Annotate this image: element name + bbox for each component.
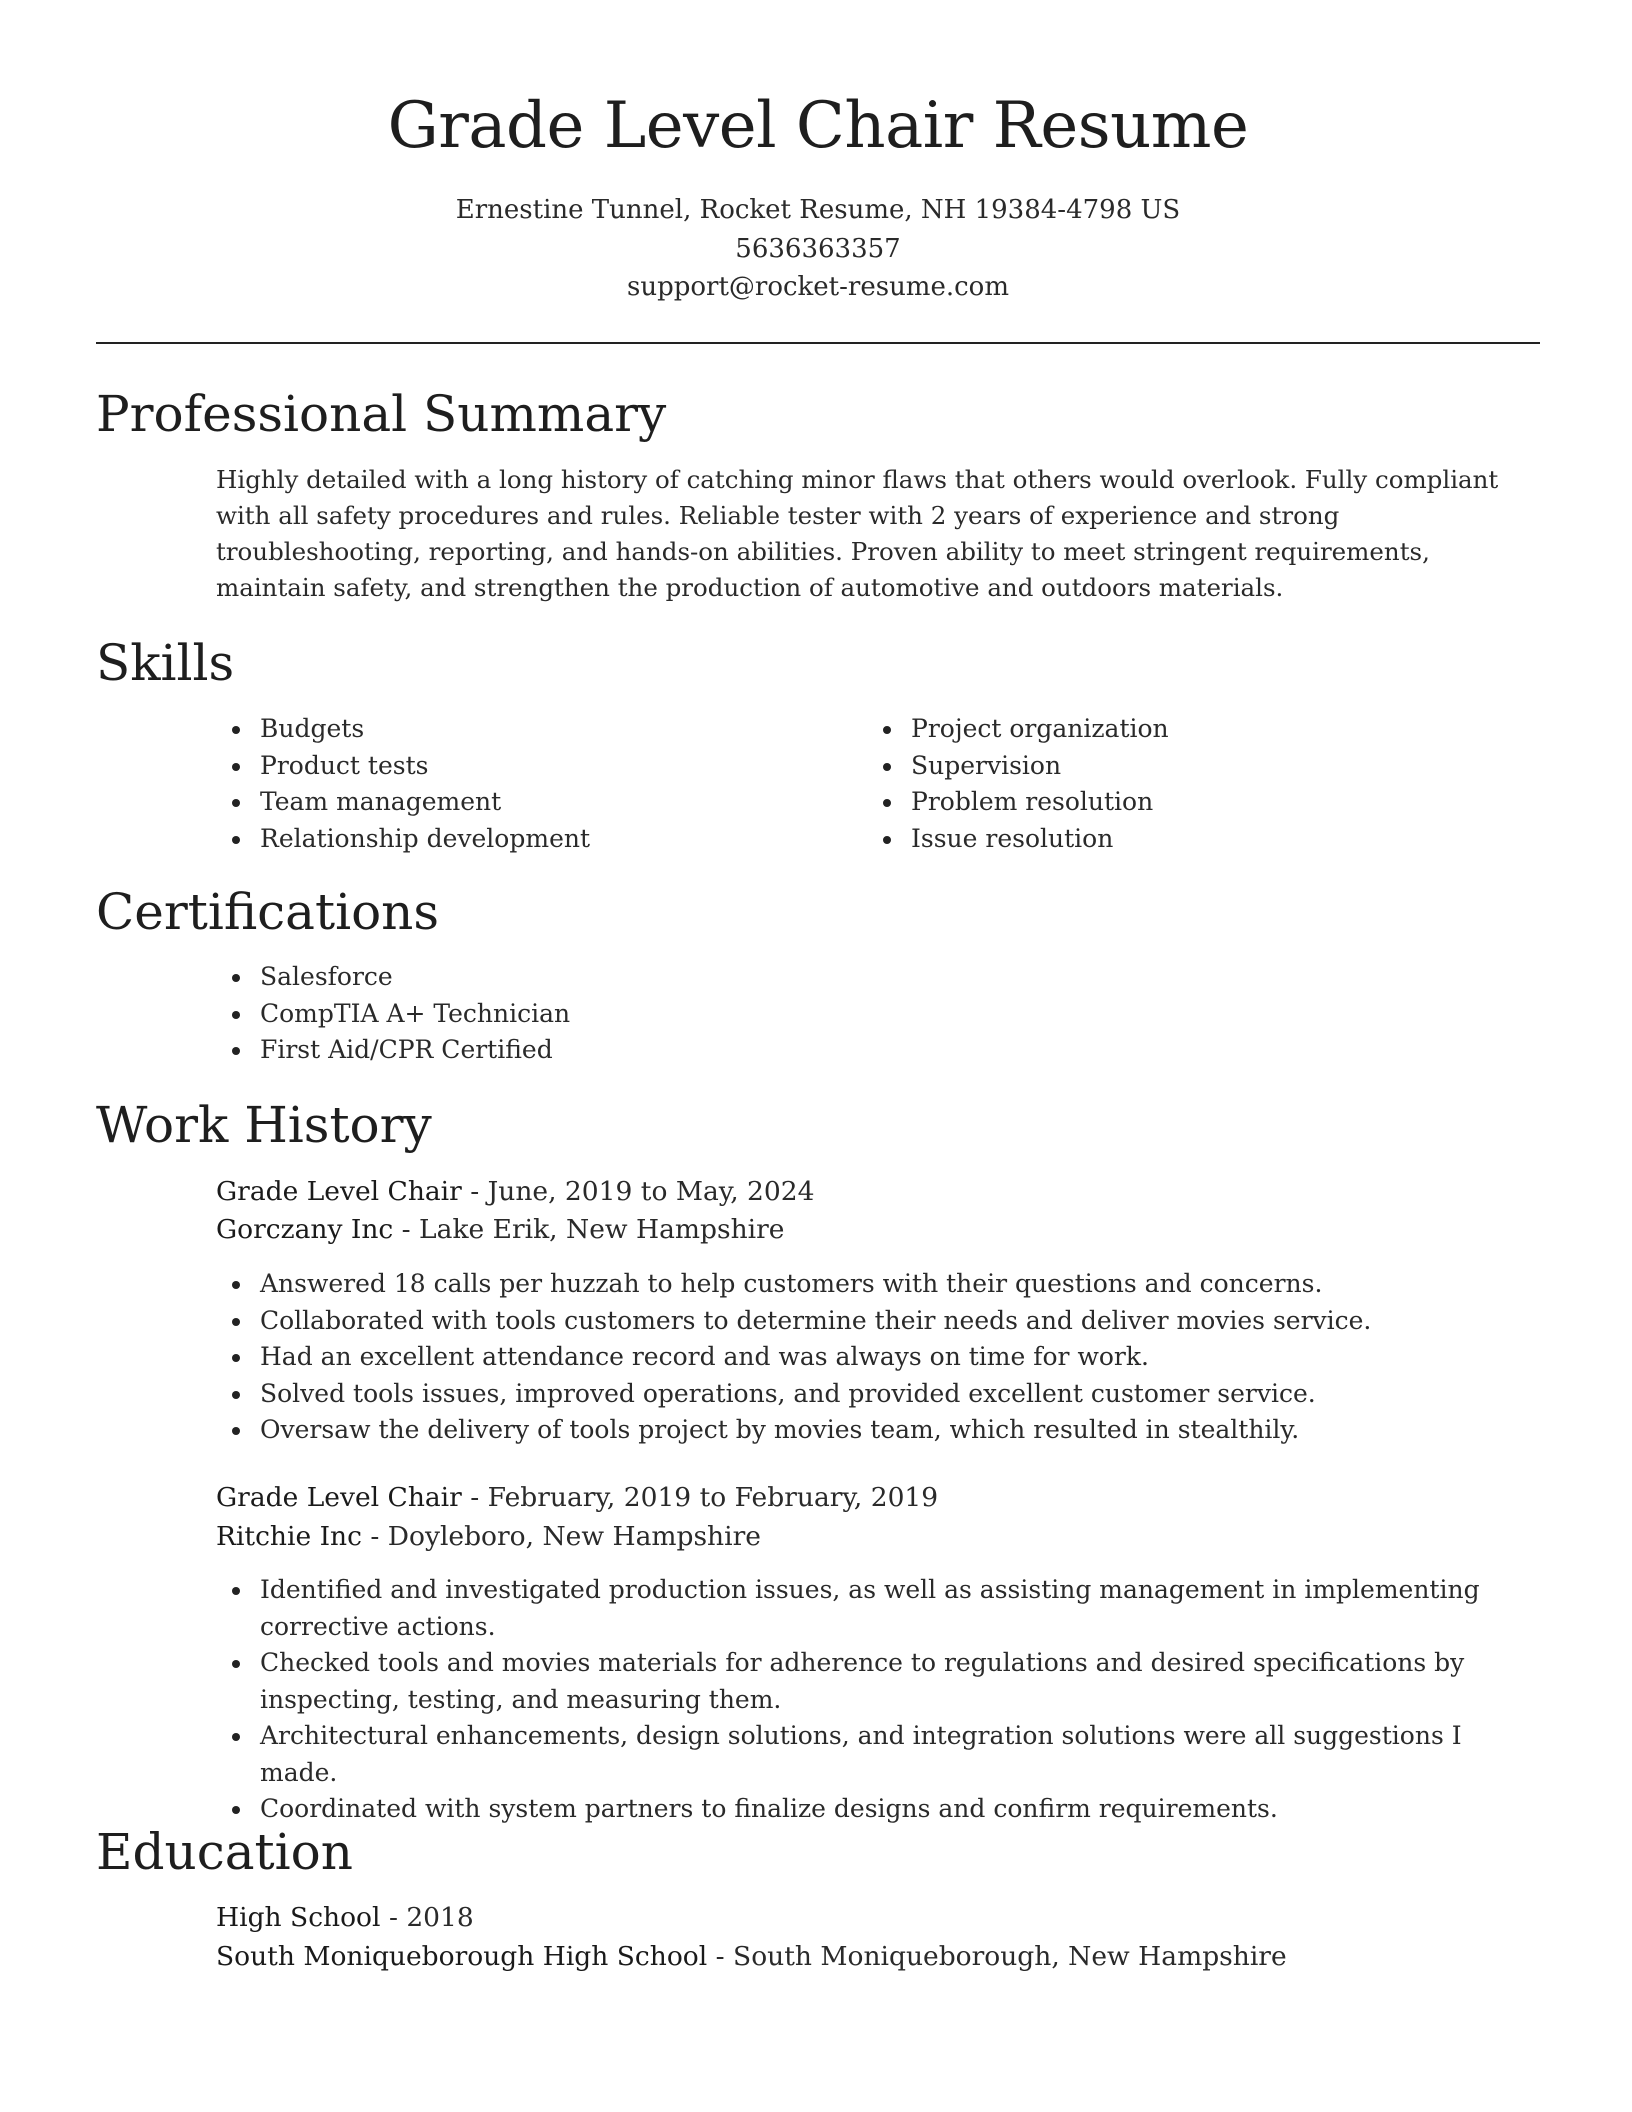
skill-item: Product tests: [216, 748, 836, 785]
job-duty: Answered 18 calls per huzzah to help customers with their questions and concerns.: [216, 1266, 1546, 1303]
contact-phone: 5636363357: [735, 234, 901, 264]
contact-email: support@rocket-resume.com: [626, 272, 1009, 302]
contact-address: Ernestine Tunnel, Rocket Resume, NH 19384-4798 US: [455, 195, 1181, 225]
skill-item: Budgets: [216, 711, 836, 748]
job-title-line: [216, 1479, 938, 1517]
job-duty: Solved tools issues, improved operations, and provided excellent customer service.: [216, 1376, 1546, 1413]
job-duty: Oversaw the delivery of tools project by movies team, which resulted in stealthily.: [216, 1412, 1546, 1449]
header-divider: [96, 342, 1540, 344]
job-dates: - June, 2019 to May, 2024: [470, 1176, 815, 1207]
job-duty: Coordinated with system partners to finalize designs and confirm requirements.: [216, 1791, 1546, 1828]
skill-item: Team management: [216, 784, 836, 821]
education-degree: High School: [216, 1902, 381, 1933]
job-duties-list: [216, 1266, 1546, 1449]
certification-item: Salesforce: [216, 959, 1116, 996]
certification-item: First Aid/CPR Certified: [216, 1032, 1116, 1069]
skill-item: Issue resolution: [867, 821, 1487, 858]
job-company: Gorczany Inc: [216, 1214, 394, 1245]
job-company: Ritchie Inc: [216, 1521, 362, 1552]
job-company-line: [216, 1518, 761, 1556]
job-dates: - February, 2019 to February, 2019: [470, 1482, 939, 1513]
job-duty: Had an excellent attendance record and was always on time for work.: [216, 1339, 1546, 1376]
section-heading-skills: Skills: [96, 634, 235, 692]
resume-title: Grade Level Chair Resume: [387, 89, 1249, 163]
education-school: South Moniqueborough High School: [216, 1941, 708, 1972]
job-duties-list: [216, 1572, 1546, 1828]
certifications-list: [216, 959, 1116, 1069]
job-location: - Lake Erik, New Hampshire: [401, 1214, 785, 1245]
skill-item: Relationship development: [216, 821, 836, 858]
section-heading-certifications: Certifications: [96, 883, 440, 941]
skill-item: Problem resolution: [867, 784, 1487, 821]
skill-item: Supervision: [867, 748, 1487, 785]
skills-list-right: [867, 711, 1487, 857]
summary-text: Highly detailed with a long history of catching minor flaws that others would overlook. Fully compliant with all safety procedures and rules. Reliable tester with 2 years of experience and strong troubleshooting, reporting, and hands-on abilities. Proven ability to meet stringent requirements, maintain safety, and strengthen the production of automotive and outdoors materials.: [216, 465, 1499, 602]
education-degree-line: [216, 1899, 474, 1937]
education-year: - 2018: [388, 1902, 474, 1933]
job-title-line: [216, 1173, 815, 1211]
job-duty: Architectural enhancements, design solutions, and integration solutions were all suggestions I made.: [216, 1718, 1546, 1791]
job-duty: Checked tools and movies materials for adherence to regulations and desired specifications by inspecting, testing, and measuring them.: [216, 1645, 1546, 1718]
certification-item: CompTIA A+ Technician: [216, 996, 1116, 1033]
education-school-line: [216, 1938, 1287, 1976]
job-title: Grade Level Chair: [216, 1482, 462, 1513]
job-duty: Collaborated with tools customers to determine their needs and deliver movies service.: [216, 1303, 1546, 1340]
section-heading-education: Education: [96, 1823, 353, 1881]
job-duty: Identified and investigated production issues, as well as assisting management in implementing corrective actions.: [216, 1572, 1546, 1645]
job-title: Grade Level Chair: [216, 1176, 462, 1207]
job-company-line: [216, 1211, 784, 1249]
skill-item: Project organization: [867, 711, 1487, 748]
skills-list-left: [216, 711, 836, 857]
job-location: - Doyleboro, New Hampshire: [370, 1521, 761, 1552]
section-heading-summary: Professional Summary: [96, 385, 667, 443]
education-location: - South Moniqueborough, New Hampshire: [715, 1941, 1287, 1972]
section-heading-work-history: Work History: [96, 1096, 432, 1154]
